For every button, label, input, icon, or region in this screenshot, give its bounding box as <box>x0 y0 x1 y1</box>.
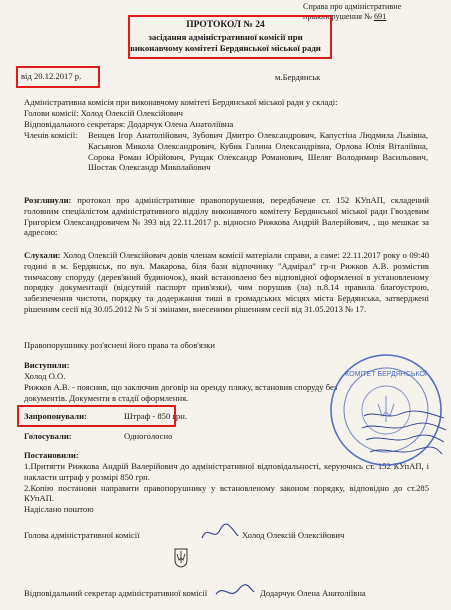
head-signature-title: Голова адміністративної комісії <box>24 530 140 540</box>
speaker-1: Холод О.О. <box>24 371 66 381</box>
proposed-highlight-box <box>17 405 176 427</box>
stamp-text: КОМІТЕТ БЕРДЯНСЬКОЇ <box>345 371 427 378</box>
resolved-label: Постановили: <box>24 450 79 460</box>
rights-explained: Правопорушнику роз'яснені його права та обов'язки <box>24 340 215 350</box>
members-label: Членів комісії: <box>24 130 78 140</box>
case-reference-line1: Справа про адміністративне <box>303 2 402 11</box>
protocol-city: м.Бердянськ <box>275 72 321 82</box>
secretary-signature-name: Додарчук Олена Анатоліївна <box>260 588 366 598</box>
voted-label: Голосували: <box>24 431 72 441</box>
head-signature-name: Холод Олексій Олексійович <box>242 530 345 540</box>
title-highlight-box <box>128 15 332 59</box>
resolution-items: 1.Притягти Рижкова Андрій Валерійович до адміністративної відповідальності, керуючись ст. 152 КУпАП, і накласти штраф у розмірі 850 грн. 2.Копію постанови направити правопорушнику у встановленому законом порядку, відповідно до ст.285 КУпАП. Надіслано поштою <box>24 461 429 515</box>
members-list: Венцев Ігор Анатолійович, Зубович Дмитро Олександрович, Капустіна Людмила Львівна, Касьянов Микола Олександрович, Кубик Галина Олександрівна, Орлова Юлія Віталіївна, Сорока Роман Юрійович, Рущак Олександр Романович, Шеляг Володимир Васильович, Шостак Олександр Миколайович <box>88 130 428 173</box>
protocol-subtitle: засідання адміністративної комісії при <box>148 32 303 42</box>
protocol-title: ПРОТОКОЛ № 24 <box>186 20 265 30</box>
date-highlight-box <box>16 66 100 88</box>
commission-composition: Адміністративна комісія при виконавчому комітеті Бердянської міської ради у складі: Голови комісії: Холод Олексій Олексійович Відповідального секретаря: Додарчук Олена Анатоліївна <box>24 97 338 129</box>
protocol-subtitle-2: виконавчому комітеті Бердянської міської ради <box>130 43 321 53</box>
considered-section: Розглянули: протокол про адміністративне правопорушення, передбачене ст. 152 КУпАП, складений головним спеціалістом адміністративного відділу виконавчого комітету Бердянської міської ради Гвоздевим Григорієм Олександровичем № 393 від 22.11.2017 р. відносно Рижкова Андрій Валерійович, , що мешкає за адресою: <box>24 195 429 238</box>
protocol-date: від 20.12.2017 р. <box>21 71 82 81</box>
proposed-label: Запропонували: <box>24 411 87 421</box>
speaker-2: Рижков А.В. - пояснив, що заключив договір на оренду пляжу, встановив споруду без документів. Документи в стадії оформлення. <box>24 382 338 403</box>
case-reference-line2: правопорушення № 691 <box>303 12 387 21</box>
proposed-value: Штраф - 850 грн. <box>124 411 187 421</box>
heard-section: Слухали: Холод Олексій Олексійович довів членам комісії матеріали справи, а саме: 22.11.2017 року о 09:40 годині в м. Бердянськ, по вул. Макарова, біля бази відпочинку "Адмірал" гр-н Рижков А.В. розмістив тимчасову споруду (дерев'яний будиночок), який встановлено без відповідної оформленої в установленому порядку документації (відсутній паспорт прив'язки), чим порушив (ла) п.8.14 правила благоустрою, забезпечення чистоти, порядку та додержання тиші в громадських місцях міста Бердянська, затверджені рішенням сесії від 30.05.2012 № 5 зі змінами, внесеними рішенням сесії від 31.05.2013 № 17. <box>24 250 429 314</box>
secretary-signature-title: Відповідальний секретар адміністративної комісії <box>24 588 208 598</box>
secretary-signature-scribble <box>214 580 256 602</box>
head-signature-scribble <box>200 522 240 544</box>
speakers-label: Виступили: <box>24 360 70 370</box>
official-seal-stamp <box>328 352 444 468</box>
voted-value: Одноголосно <box>124 431 173 441</box>
coat-of-arms-icon <box>174 548 188 568</box>
